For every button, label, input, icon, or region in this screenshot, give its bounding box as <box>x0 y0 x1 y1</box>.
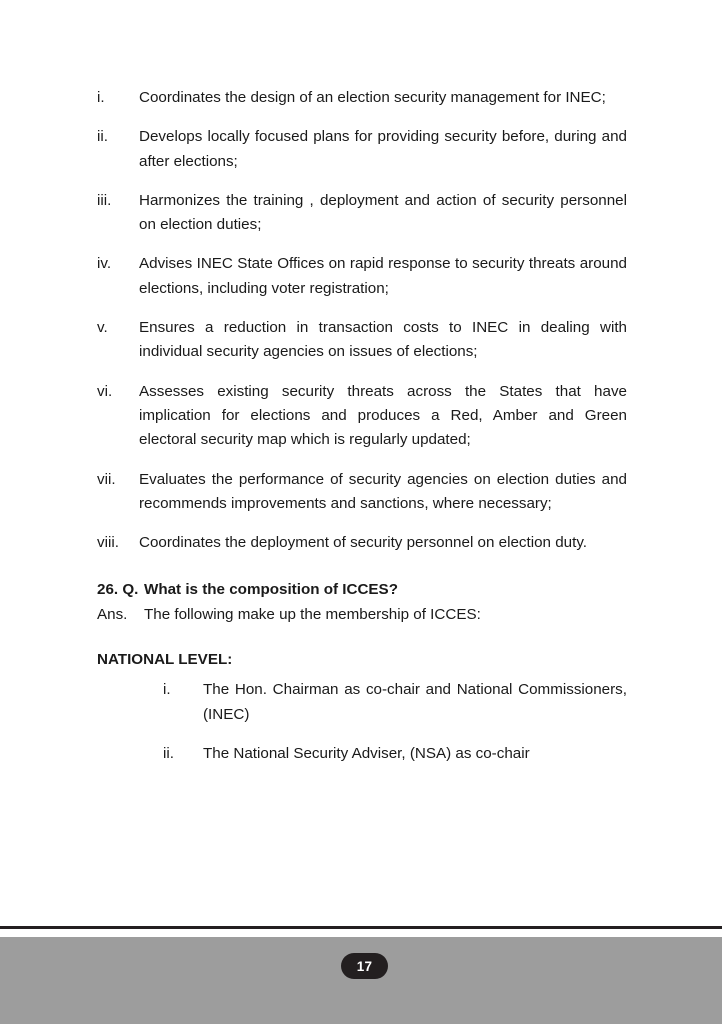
list-marker: iii. <box>97 191 112 209</box>
page-number-badge: 17 <box>341 953 388 979</box>
list-text: Advises INEC State Offices on rapid response to security threats around elections, including voter registration; <box>139 255 627 297</box>
list-text: Coordinates the deployment of security personnel on election duty. <box>139 534 588 552</box>
answer-text: The following make up the membership of ICCES: <box>144 606 481 624</box>
national-level-list <box>97 678 627 766</box>
list-text: Harmonizes the training , deployment and action of security personnel on election duties; <box>139 191 627 234</box>
page-content <box>97 86 627 781</box>
list-marker: ii. <box>97 128 108 146</box>
list-text: Ensures a reduction in transaction costs to INEC in dealing with individual security agencies on issues of elections; <box>139 319 627 361</box>
list-marker: v. <box>97 319 108 337</box>
list-item <box>97 380 627 453</box>
list-item <box>97 86 627 110</box>
list-text: The Hon. Chairman as co-chair and National Commissioners, (INEC) <box>203 681 627 723</box>
footer-divider <box>0 926 722 929</box>
section-heading-national-level: NATIONAL LEVEL: <box>97 651 233 669</box>
list-item <box>97 531 627 555</box>
question-text: What is the composition of ICCES? <box>144 581 398 599</box>
list-marker: i. <box>163 681 171 699</box>
list-item <box>163 742 627 766</box>
question-number: 26. Q. <box>97 581 139 599</box>
list-item <box>97 316 627 365</box>
list-text: Coordinates the design of an election security management for INEC; <box>139 89 606 106</box>
list-marker: vii. <box>97 470 116 488</box>
question-answer-block <box>97 577 627 627</box>
list-text: The National Security Adviser, (NSA) as co-chair <box>203 745 530 763</box>
duties-list <box>97 86 627 555</box>
list-marker: iv. <box>97 255 112 273</box>
footer-band <box>0 937 722 1024</box>
list-text: Assesses existing security threats across the States that have implication for elections and produces a Red, Amber and Green electoral security map which is regularly updated; <box>139 382 627 449</box>
list-item <box>97 468 627 517</box>
list-item <box>97 189 627 238</box>
list-marker: ii. <box>163 745 174 763</box>
list-marker: vi. <box>97 382 113 400</box>
answer-label: Ans. <box>97 606 128 624</box>
list-item <box>97 125 627 174</box>
list-marker: viii. <box>97 534 119 552</box>
question-row <box>97 577 627 602</box>
list-text: Develops locally focused plans for providing security before, during and after elections; <box>139 128 627 170</box>
list-item <box>163 678 627 727</box>
answer-row <box>97 602 627 627</box>
list-text: Evaluates the performance of security agencies on election duties and recommends improvements and sanctions, where necessary; <box>139 470 627 512</box>
list-marker: i. <box>97 89 105 106</box>
list-item <box>97 252 627 301</box>
